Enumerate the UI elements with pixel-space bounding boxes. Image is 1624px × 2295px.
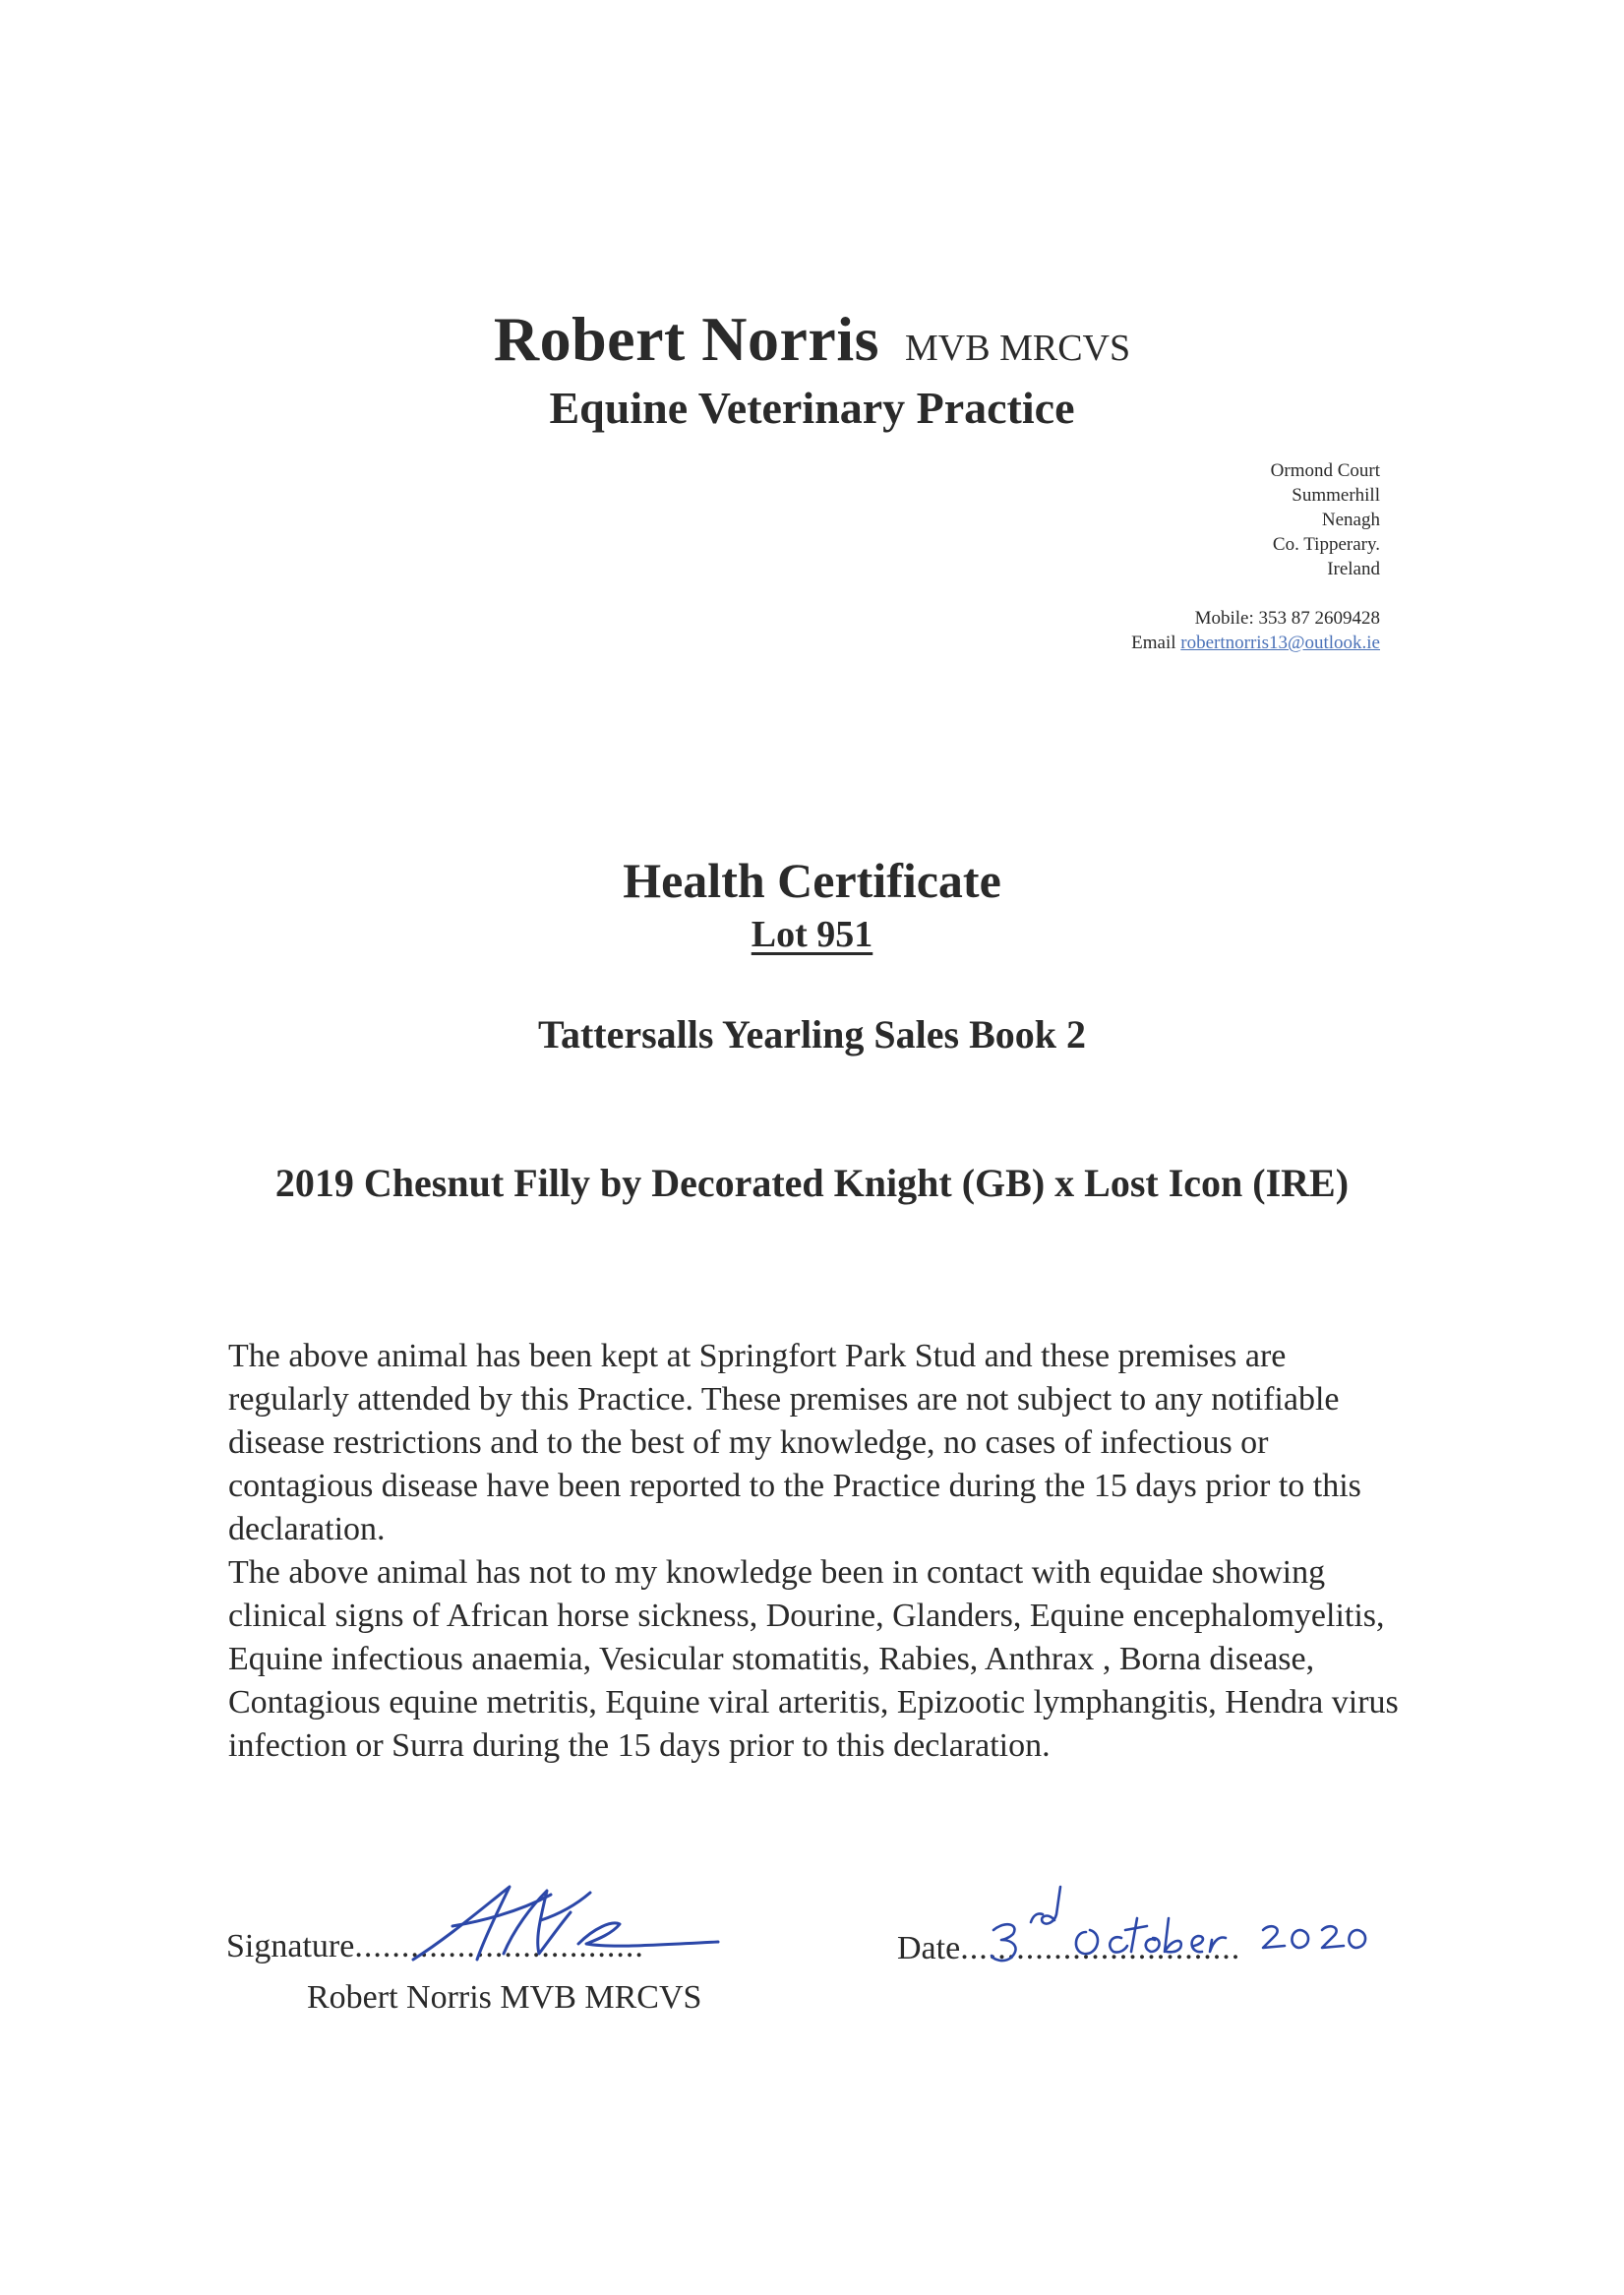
- practice-name: Equine Veterinary Practice: [549, 383, 1075, 433]
- mobile-number: Mobile: 353 87 2609428: [1194, 608, 1380, 629]
- handwritten-date: [984, 1879, 1367, 1967]
- address-line: Summerhill: [1292, 485, 1380, 506]
- address-line: Co. Tipperary.: [1272, 534, 1380, 555]
- address-line: Ireland: [1327, 559, 1380, 579]
- email-label: Email: [1131, 633, 1176, 653]
- signature-dots: ...............................: [354, 1928, 644, 1964]
- vet-name: Robert Norris: [493, 304, 879, 374]
- letterhead-name-line: [0, 303, 1624, 376]
- email-row: [1131, 631, 1380, 655]
- horse-description: 2019 Chesnut Filly by Decorated Knight (GB) x Lost Icon (IRE): [274, 1161, 1350, 1205]
- contact-block: [1131, 606, 1380, 655]
- lot-number-text: Lot 951: [751, 914, 873, 955]
- date-dots: ..............................: [960, 1930, 1241, 1966]
- email-link[interactable]: robertnorris13@outlook.ie: [1180, 633, 1380, 653]
- date-label: Date: [897, 1930, 961, 1966]
- handwritten-signature: [393, 1869, 728, 1977]
- vet-qualifications: MVB MRCVS: [905, 328, 1131, 369]
- signature-label: Signature: [226, 1928, 355, 1964]
- declaration-body: [228, 1335, 1409, 1768]
- address-line: Nenagh: [1321, 510, 1380, 530]
- address-line: Ormond Court: [1270, 460, 1380, 481]
- certificate-title: Health Certificate: [623, 853, 1001, 908]
- lot-number: [0, 913, 1624, 956]
- signer-name: Robert Norris MVB MRCVS: [307, 1979, 702, 2016]
- address-block: [1271, 458, 1380, 581]
- declaration-paragraph-1: The above animal has been kept at Springfort Park Stud and these premises are regularly attended by this Practice. These premises are not subject to any notifiable disease restrictions and to the best of my knowledge, no cases of infectious or contagious disease have been reported to the Practice during the 15 days prior to this declaration.: [228, 1338, 1361, 1547]
- sale-name: Tattersalls Yearling Sales Book 2: [537, 1012, 1087, 1057]
- declaration-paragraph-2: The above animal has not to my knowledge been in contact with equidae showing clinical signs of African horse sickness, Dourine, Glanders, Equine encephalomyelitis, Equine infectious anaemia, Vesicular stomatitis, Rabies, Anthrax , Borna disease, Contagious equine metritis, Equine viral arteritis, Epizootic lymphangitis, Hendra virus infection or Surra during the 15 days prior to this declaration.: [228, 1554, 1399, 1764]
